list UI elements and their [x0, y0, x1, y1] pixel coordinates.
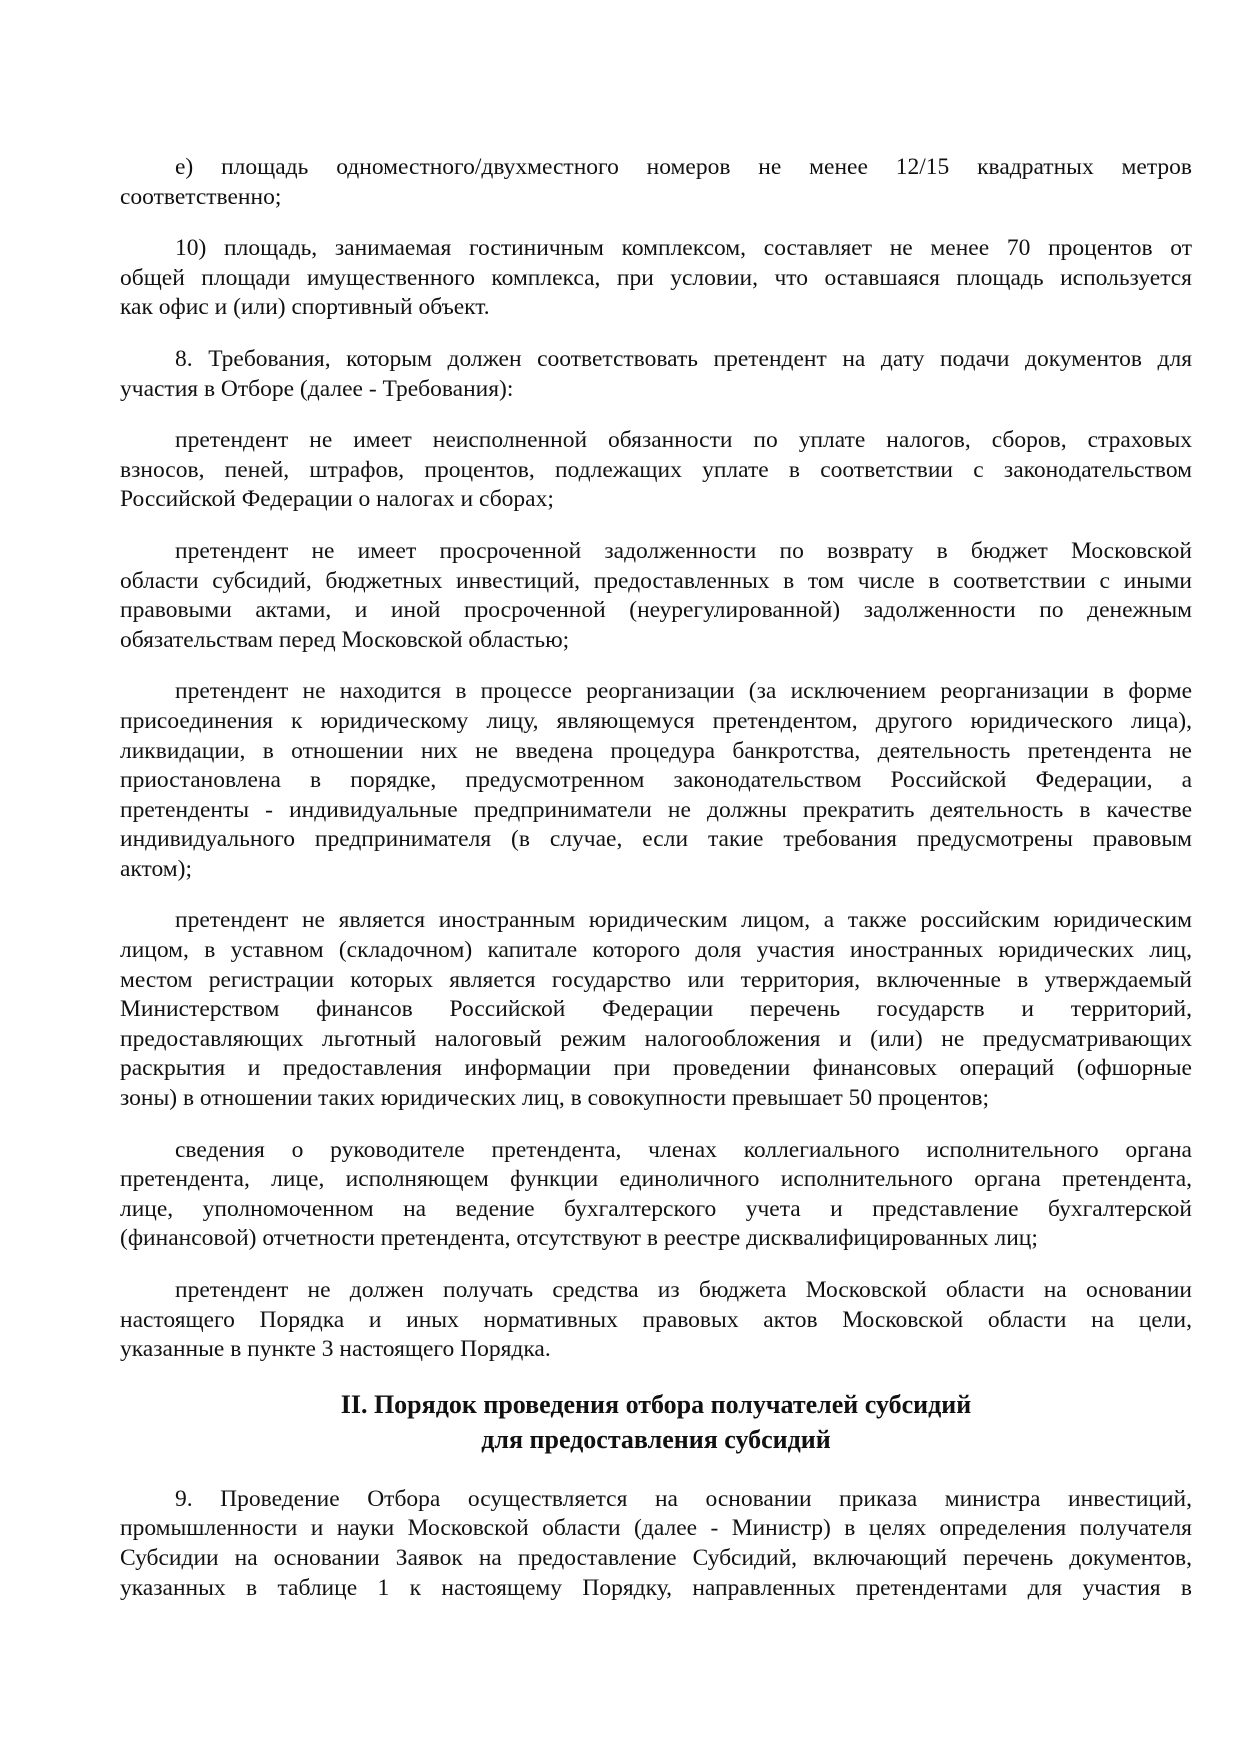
- text-line: настоящего Порядка и иных нормативных правовых актов Московской области на цели,: [120, 1306, 1192, 1333]
- text-line: предоставляющих льготный налоговый режим налогообложения и (или) не предусматривающих: [120, 1025, 1192, 1052]
- text-line: как офис и (или) спортивный объект.: [120, 294, 490, 321]
- text-line: 10) площадь, занимаемая гостиничным комплексом, составляет не менее 70 процентов от: [175, 235, 1192, 262]
- text-line: указанные в пункте 3 настоящего Порядка.: [120, 1336, 551, 1363]
- paragraph: [120, 1276, 1192, 1365]
- text-line: местом регистрации которых является государство или территория, включенные в утверждаемый: [120, 966, 1192, 993]
- paragraph: [120, 906, 1192, 1113]
- text-line: соответственно;: [120, 183, 282, 210]
- paragraph: [120, 537, 1192, 655]
- text-line: обязательствам перед Московской областью;: [120, 626, 570, 653]
- text-line: Российской Федерации о налогах и сборах;: [120, 486, 554, 513]
- text-line: приостановлена в порядке, предусмотренном законодательством Российской Федерации, а: [120, 767, 1192, 794]
- text-line: промышленности и науки Московской области (далее - Министр) в целях определения получателя: [120, 1515, 1192, 1542]
- text-line: ликвидации, в отношении них не введена процедура банкротства, деятельность претендента не: [120, 737, 1192, 764]
- text-line: е) площадь одноместного/двухместного номеров не менее 12/15 квадратных метров: [175, 154, 1192, 180]
- text-line: указанных в таблице 1 к настоящему Порядку, направленных претендентами для участия в: [120, 1574, 1192, 1601]
- text-line: претендент не имеет неисполненной обязанности по уплате налогов, сборов, страховых: [175, 427, 1192, 454]
- section-title-line: II. Порядок проведения отбора получателей субсидий: [340, 1389, 972, 1419]
- paragraph: [120, 426, 1192, 515]
- text-line: сведения о руководителе претендента, членах коллегиального исполнительного органа: [175, 1136, 1192, 1163]
- text-line: претендент не имеет просроченной задолженности по возврату в бюджет Московской: [175, 537, 1192, 564]
- text-line: Министерством финансов Российской Федерации перечень государств и территорий,: [120, 996, 1192, 1023]
- paragraph: [120, 1136, 1192, 1254]
- text-line: 9. Проведение Отбора осуществляется на основании приказа министра инвестиций,: [175, 1485, 1192, 1512]
- text-line: присоединения к юридическому лицу, являющемуся претендентом, другого юридического лица),: [120, 707, 1192, 734]
- paragraph: [120, 153, 1192, 212]
- text-line: общей площади имущественного комплекса, при условии, что оставшаяся площадь используется: [120, 264, 1192, 291]
- text-line: претендент не является иностранным юридическим лицом, а также российским юридическим: [175, 907, 1192, 934]
- text-line: раскрытия и предоставления информации при проведении финансовых операций (офшорные: [120, 1055, 1192, 1082]
- text-line: претендента, лице, исполняющем функции единоличного исполнительного органа претендента,: [120, 1166, 1192, 1193]
- text-line: участия в Отборе (далее - Требования):: [120, 375, 514, 402]
- paragraph: [120, 345, 1192, 404]
- document-page: [120, 153, 1192, 1625]
- section-title-line: для предоставления субсидий: [481, 1424, 831, 1454]
- paragraph: [120, 234, 1192, 323]
- text-line: претендент не находится в процессе реорганизации (за исключением реорганизации в форме: [175, 678, 1192, 705]
- text-line: индивидуального предпринимателя (в случае, если такие требования предусмотрены правовым: [120, 826, 1192, 853]
- text-line: лице, уполномоченном на ведение бухгалтерского учета и представление бухгалтерской: [120, 1195, 1192, 1222]
- selection-procedure-section: [120, 1485, 1192, 1603]
- text-line: области субсидий, бюджетных инвестиций, предоставленных в том числе в соответствии с иными: [120, 567, 1192, 594]
- text-line: актом);: [120, 855, 193, 882]
- text-line: зоны) в отношении таких юридических лиц, в совокупности превышает 50 процентов;: [120, 1085, 990, 1112]
- paragraph: [120, 677, 1192, 884]
- text-line: 8. Требования, которым должен соответствовать претендент на дату подачи документов для: [175, 345, 1192, 372]
- text-line: лицом, в уставном (складочном) капитале которого доля участия иностранных юридических лиц,: [120, 937, 1192, 964]
- text-line: претендент не должен получать средства из бюджета Московской области на основании: [175, 1277, 1192, 1303]
- section-title: [120, 1387, 1192, 1457]
- text-line: Субсидии на основании Заявок на предоставление Субсидий, включающий перечень документов,: [120, 1544, 1192, 1571]
- text-line: взносов, пеней, штрафов, процентов, подлежащих уплате в соответствии с законодательством: [120, 456, 1192, 483]
- text-line: претенденты - индивидуальные предприниматели не должны прекратить деятельность в качестве: [120, 796, 1192, 823]
- paragraph: [120, 1485, 1192, 1603]
- text-line: (финансовой) отчетности претендента, отсутствуют в реестре дисквалифицированных лиц;: [120, 1225, 1038, 1252]
- text-line: правовыми актами, и иной просроченной (неурегулированной) задолженности по денежным: [120, 597, 1192, 624]
- requirements-section: [120, 153, 1192, 1365]
